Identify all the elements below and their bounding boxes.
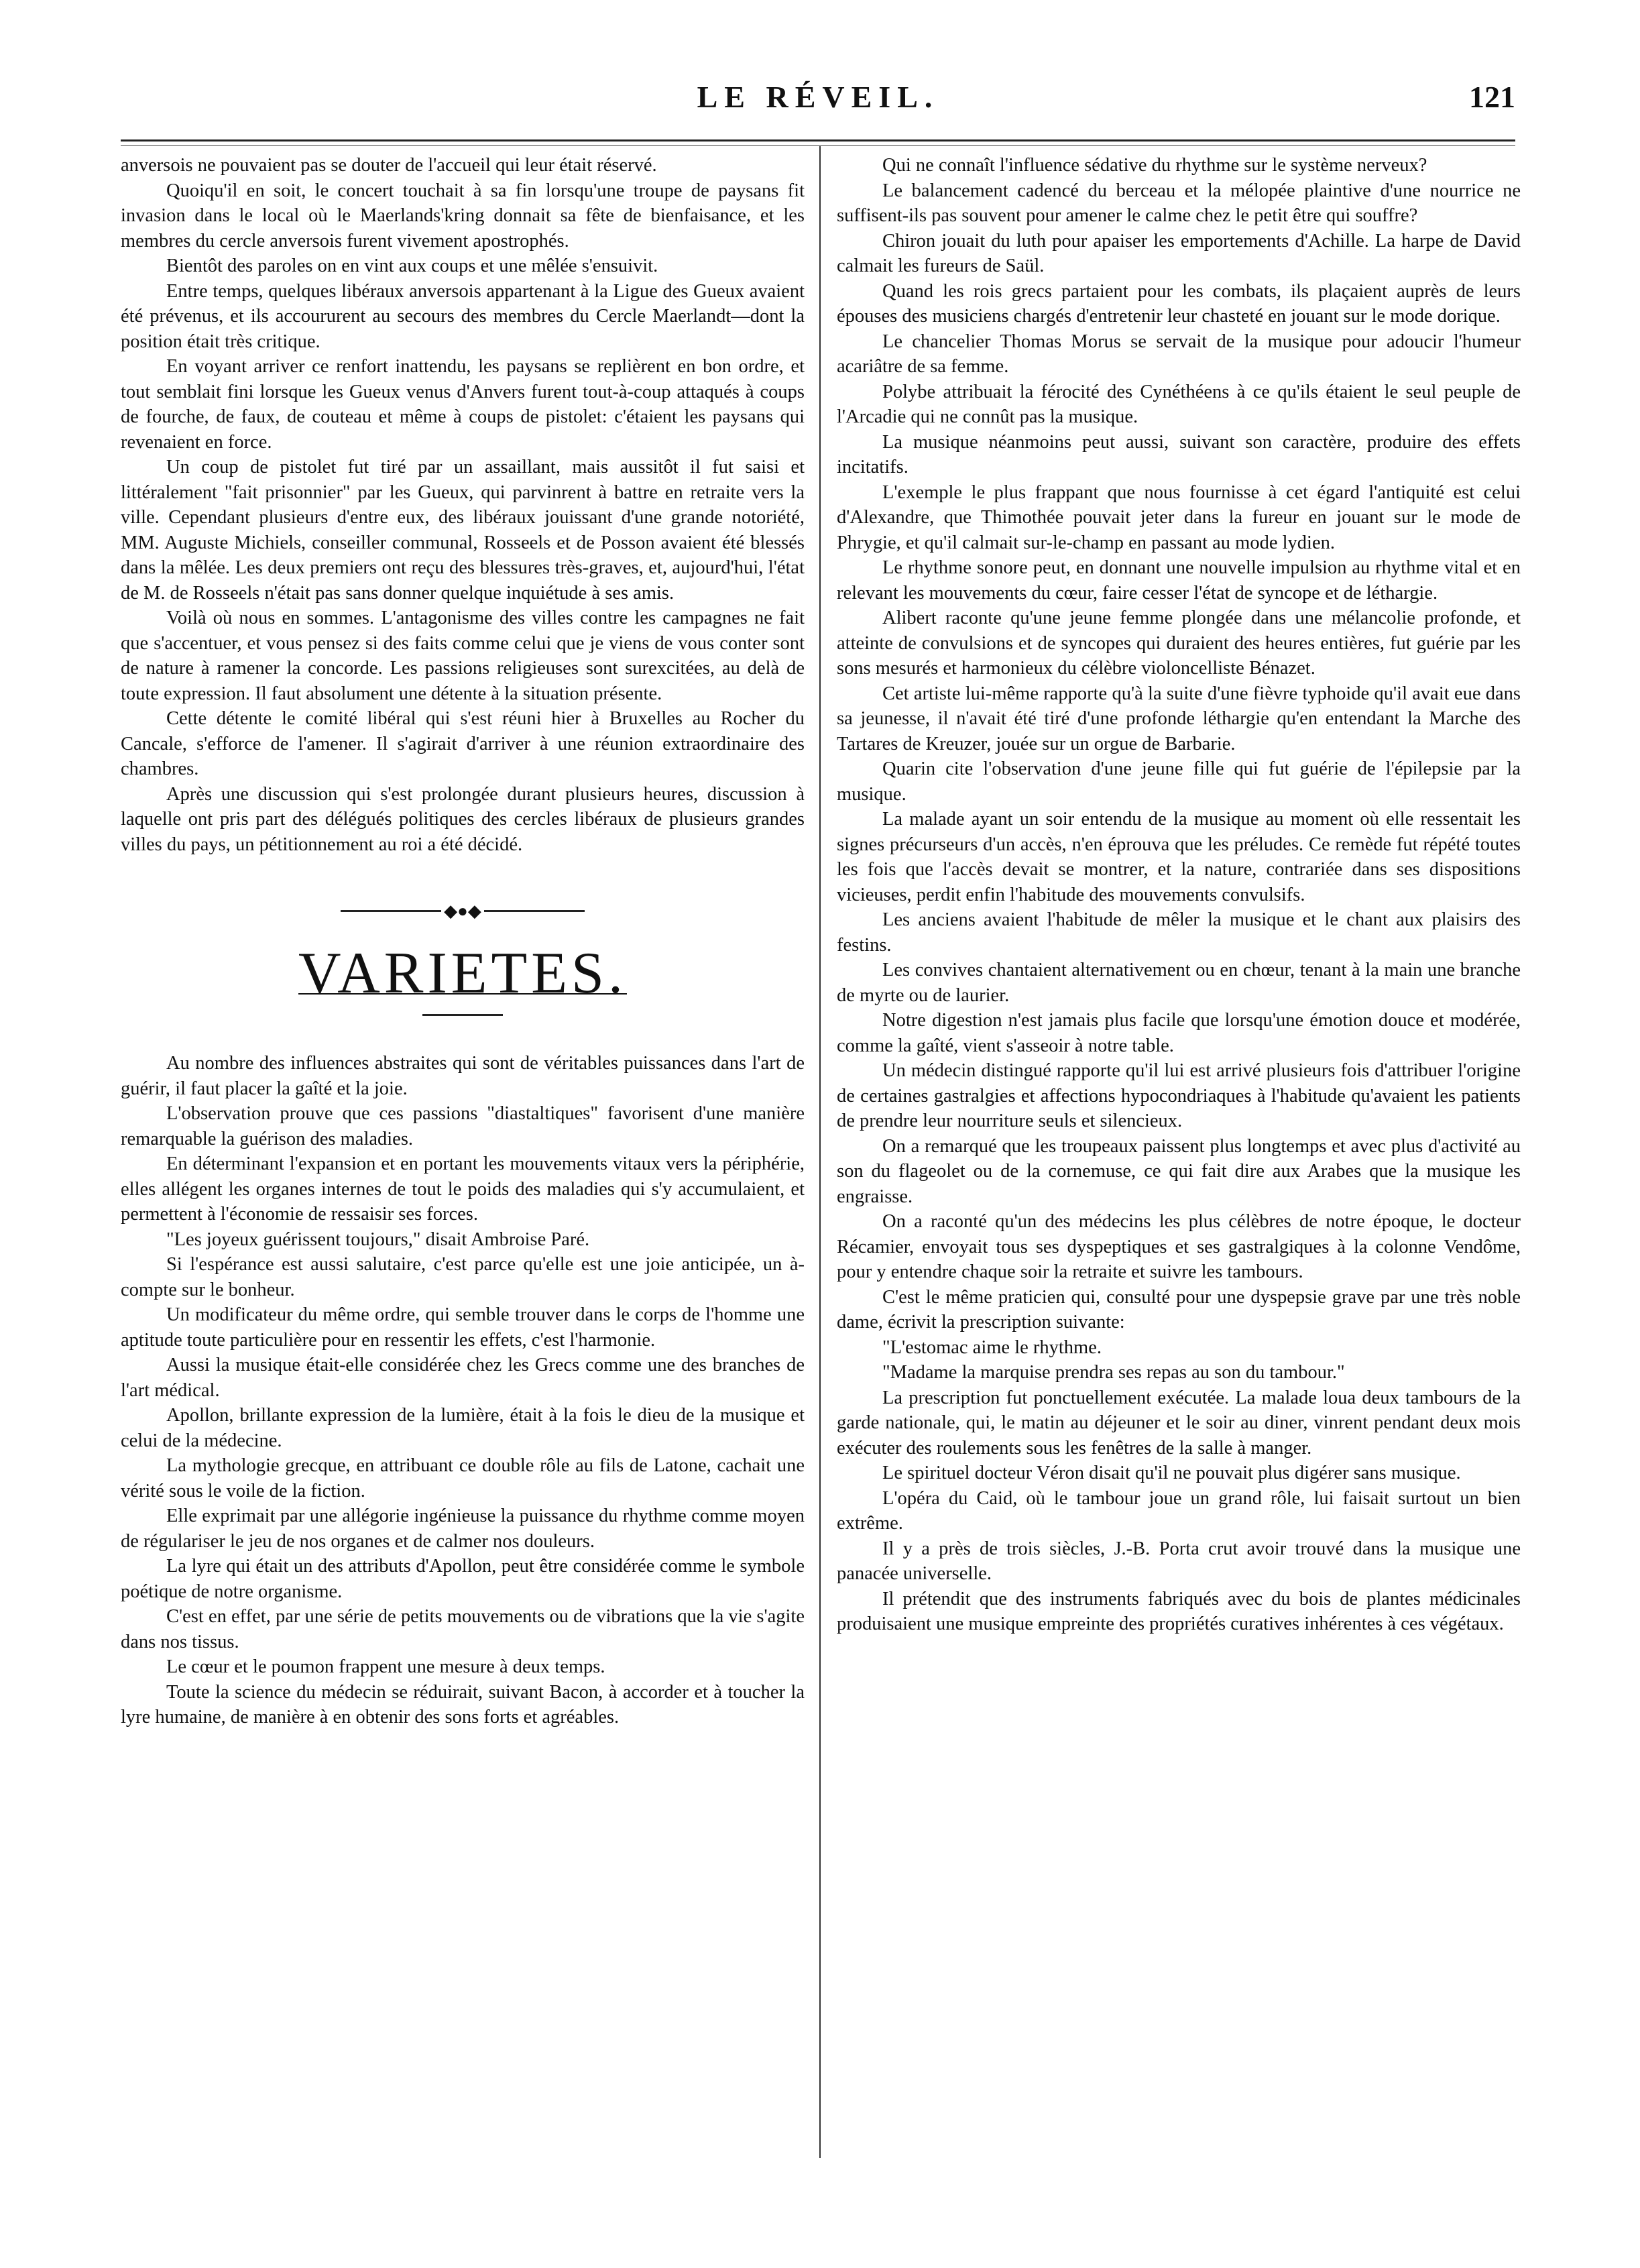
- page-header: [121, 79, 1515, 133]
- paragraph: Le spirituel docteur Véron disait qu'il ne pouvait plus digérer sans musique.: [882, 1463, 1461, 1483]
- paragraph: La musique néanmoins peut aussi, suivant son caractère, produire des effets incitatifs.: [837, 431, 1521, 477]
- paragraph: Cet artiste lui-même rapporte qu'à la suite d'une fièvre typhoide qu'il avait eue dans sa jeunesse, il n'avait été tiré d'une profonde léthargie qu'en entendant la Marche des Tartares de Kreuzer, jouée sur un orgue de Barbarie.: [837, 683, 1521, 754]
- paragraph: Il y a près de trois siècles, J.-B. Porta crut avoir trouvé dans la musique une panacée universelle.: [837, 1538, 1521, 1584]
- paragraph: Quand les rois grecs partaient pour les combats, ils plaçaient auprès de leurs épouses des musiciens chargés d'entretenir leur chasteté en jouant sur le mode dorique.: [837, 280, 1521, 327]
- paragraph: Il prétendit que des instruments fabriqués avec du bois de plantes médicinales produisaient une musique empreinte des propriétés curatives inhérentes à ces végétaux.: [837, 1588, 1521, 1634]
- ornament-diamond-icon: ◆●◆: [444, 901, 481, 921]
- paragraph: Elle exprimait par une allégorie ingénieuse la puissance du rhythme comme moyen de régulariser le jeu de nos organes et de calmer nos douleurs.: [121, 1506, 805, 1552]
- paragraph: On a remarqué que les troupeaux paissent plus longtemps et avec plus d'activité au son du flageolet ou de la cornemuse, ce qui fait dire aux Arabes que la musique les engraisse.: [837, 1135, 1521, 1207]
- paragraph: En voyant arriver ce renfort inattendu, les paysans se replièrent en bon ordre, et tout semblait fini lorsque les Gueux venus d'Anvers furent tout-à-coup attaqués à coups de fourche, de faux, de couteau et même à coups de pistolet: c'étaient les paysans qui revenaient en force.: [121, 356, 805, 453]
- paragraph: La lyre qui était un des attributs d'Apollon, peut être considérée comme le symbole poétique de notre organisme.: [121, 1556, 805, 1602]
- paragraph: L'opéra du Caid, où le tambour joue un grand rôle, lui faisait surtout un bien extrême.: [837, 1487, 1521, 1534]
- section-ornament: [121, 897, 805, 921]
- paragraph: "L'estomac aime le rhythme.: [882, 1337, 1102, 1358]
- section-title: VARIETES.: [298, 941, 627, 1006]
- paragraph: Après une discussion qui s'est prolongée durant plusieurs heures, discussion à laquelle ont pris part des délégués politiques des cercles libéraux de plusieurs grandes villes du pays, un pétitionnement au roi a été décidé.: [121, 783, 805, 855]
- paragraph: Aussi la musique était-elle considérée chez les Grecs comme une des branches de l'art médical.: [121, 1355, 805, 1401]
- paragraph: L'observation prouve que ces passions "diastaltiques" favorisent d'une manière remarquable la guérison des maladies.: [121, 1103, 805, 1149]
- paragraph: L'exemple le plus frappant que nous fournisse à cet égard l'antiquité est celui d'Alexandre, que Thimothée pouvait jeter dans la fureur en jouant sur le mode de Phrygie, et qu'il calmait sur-le-champ en passant au mode lydien.: [837, 481, 1521, 553]
- paragraph: Un médecin distingué rapporte qu'il lui est arrivé plusieurs fois d'attribuer l'origine de certaines gastralgies et affections hypocondriaques à l'habitude qu'avaient les patients de prendre leur nourriture seuls et silencieux.: [837, 1060, 1521, 1131]
- section-rule: [422, 1014, 503, 1016]
- running-title: LE RÉVEIL.: [697, 80, 939, 114]
- paragraph: La prescription fut ponctuellement exécutée. La malade loua deux tambours de la garde nationale, qui, le matin au déjeuner et le soir au diner, vinrent pendant deux mois exécuter des roulements sous les fenêtres de la salle à manger.: [837, 1387, 1521, 1459]
- paragraph: "Les joyeux guérissent toujours," disait Ambroise Paré.: [166, 1229, 590, 1250]
- paragraph: Bientôt des paroles on en vint aux coups et une mêlée s'ensuivit.: [166, 256, 658, 276]
- paragraph: Quoiqu'il en soit, le concert touchait à sa fin lorsqu'une troupe de paysans fit invasion dans le local où le Maerlands'kring donnait sa fête de bienfaisance, et les membres du cercle anversois furent vivement apostrophés.: [121, 180, 805, 251]
- paragraph: C'est en effet, par une série de petits mouvements ou de vibrations que la vie s'agite dans nos tissus.: [121, 1606, 805, 1652]
- paragraph: Si l'espérance est aussi salutaire, c'est parce qu'elle est une joie anticipée, un à-compte sur le bonheur.: [121, 1254, 805, 1300]
- header-rule: [121, 139, 1515, 141]
- paragraph: Alibert raconte qu'une jeune femme plongée dans une mélancolie profonde, et atteinte de convulsions et de syncopes qui duraient des heures entières, fut guérie par les sons mesurés et harmonieux du célèbre violoncelliste Bénazet.: [837, 608, 1521, 679]
- paragraph: La malade ayant un soir entendu de la musique au moment où elle ressentait les signes précurseurs d'un accès, n'en éprouva que les préludes. Ce remède fut répété toutes les fois que l'accès devait se montrer, et la nature, contrariée dans ses dispositions vicieuses, perdit enfin l'habitude des mouvements convulsifs.: [837, 809, 1521, 905]
- paragraph: Le rhythme sonore peut, en donnant une nouvelle impulsion au rhythme vital et en relevant les mouvements du cœur, faire cesser l'état de syncope et de léthargie.: [837, 557, 1521, 604]
- paragraph: Qui ne connaît l'influence sédative du rhythme sur le système nerveux?: [882, 155, 1427, 176]
- paragraph: Au nombre des influences abstraites qui sont de véritables puissances dans l'art de guérir, il faut placer la gaîté et la joie.: [121, 1053, 805, 1099]
- column-separator: [819, 146, 821, 2158]
- right-column: [837, 153, 1521, 1637]
- paragraph: Quarin cite l'observation d'une jeune fille qui fut guérie de l'épilepsie par la musique.: [837, 758, 1521, 805]
- paragraph: Toute la science du médecin se réduirait, suivant Bacon, à accorder et à toucher la lyre humaine, de manière à en obtenir des sons forts et agréables.: [121, 1681, 805, 1727]
- paragraph: Apollon, brillante expression de la lumière, était à la fois le dieu de la musique et celui de la médecine.: [121, 1405, 805, 1451]
- paragraph: Un modificateur du même ordre, qui semble trouver dans le corps de l'homme une aptitude toute particulière pour en ressentir les effets, c'est l'harmonie.: [121, 1304, 805, 1351]
- paragraph: Le chancelier Thomas Morus se servait de la musique pour adoucir l'humeur acariâtre de sa femme.: [837, 331, 1521, 377]
- paragraph: Le balancement cadencé du berceau et la mélopée plaintive d'une nourrice ne suffisent-ils pas souvent pour amener le calme chez le petit être qui souffre?: [837, 180, 1521, 226]
- paragraph: Les convives chantaient alternativement ou en chœur, tenant à la main une branche de myrte ou de laurier.: [837, 960, 1521, 1006]
- page-number: 121: [1469, 80, 1515, 114]
- paragraph: Un coup de pistolet fut tiré par un assaillant, mais aussitôt il fut saisi et littéralement "fait prisonnier" par les Gueux, qui parvinrent à battre en retraite vers la ville. Cependant plusieurs d'entre eux, des libéraux jouissant d'une grande notoriété, MM. Auguste Michiels, conseiller communal, Rosseels et de Posson avaient été blessés dans la mêlée. Les deux premiers ont reçu des blessures très-graves, et, aujourd'hui, l'état de M. de Rosseels n'était pas sans donner quelque inquiétude à ses amis.: [121, 457, 805, 604]
- paragraph: Le cœur et le poumon frappent une mesure à deux temps.: [166, 1656, 605, 1677]
- paragraph: Cette détente le comité libéral qui s'est réuni hier à Bruxelles au Rocher du Cancale, s'efforce de l'amener. Il s'agirait d'arriver à une réunion extraordinaire des chambres.: [121, 708, 805, 779]
- paragraph: Notre digestion n'est jamais plus facile que lorsqu'une émotion douce et modérée, comme la gaîté, vient s'asseoir à notre table.: [837, 1010, 1521, 1056]
- paragraph: En déterminant l'expansion et en portant les mouvements vitaux vers la périphérie, elles allégent les organes internes de tout le poids des maladies qui s'y accumulaient, et permettent à l'économie de ressaisir ses forces.: [121, 1153, 805, 1225]
- paragraph: C'est le même praticien qui, consulté pour une dyspepsie grave par une très noble dame, écrivit la prescription suivante:: [837, 1286, 1521, 1333]
- paragraph: Les anciens avaient l'habitude de mêler la musique et le chant aux plaisirs des festins.: [837, 909, 1521, 956]
- paragraph: Polybe attribuait la férocité des Cynéthéens à ce qu'ils étaient le seul peuple de l'Arcadie qui ne connût pas la musique.: [837, 381, 1521, 427]
- paragraph: Voilà où nous en sommes. L'antagonisme des villes contre les campagnes ne fait que s'accentuer, et vous pensez si des faits comme celui que je viens de vous conter sont de nature à ramener la concorde. Les passions religieuses sont surexcitées, au delà de toute expression. Il faut absolument une détente à la situation présente.: [121, 608, 805, 704]
- paragraph: Entre temps, quelques libéraux anversois appartenant à la Ligue des Gueux avaient été prévenus, et ils accoururent au secours des membres du Cercle Maerlandt—dont la position était très critique.: [121, 280, 805, 352]
- paragraph: La mythologie grecque, en attribuant ce double rôle au fils de Latone, cachait une vérité sous le voile de la fiction.: [121, 1455, 805, 1501]
- paragraph: "Madame la marquise prendra ses repas au son du tambour.": [882, 1362, 1345, 1383]
- ornament-line-left: [341, 910, 441, 912]
- paragraph: On a raconté qu'un des médecins les plus célèbres de notre époque, le docteur Récamier, envoyait tous ses dyspeptiques et ses gastralgiques à la colonne Vendôme, pour y entendre chaque soir la retraite et suivre les tambours.: [837, 1211, 1521, 1282]
- header-rule-thin: [121, 145, 1515, 146]
- paragraph: Chiron jouait du luth pour apaiser les emportements d'Achille. La harpe de David calmait les fureurs de Saül.: [837, 230, 1521, 276]
- ornament-line-right: [484, 910, 585, 912]
- paragraph: anversois ne pouvaient pas se douter de l'accueil qui leur était réservé.: [121, 155, 657, 176]
- left-column: [121, 153, 805, 1730]
